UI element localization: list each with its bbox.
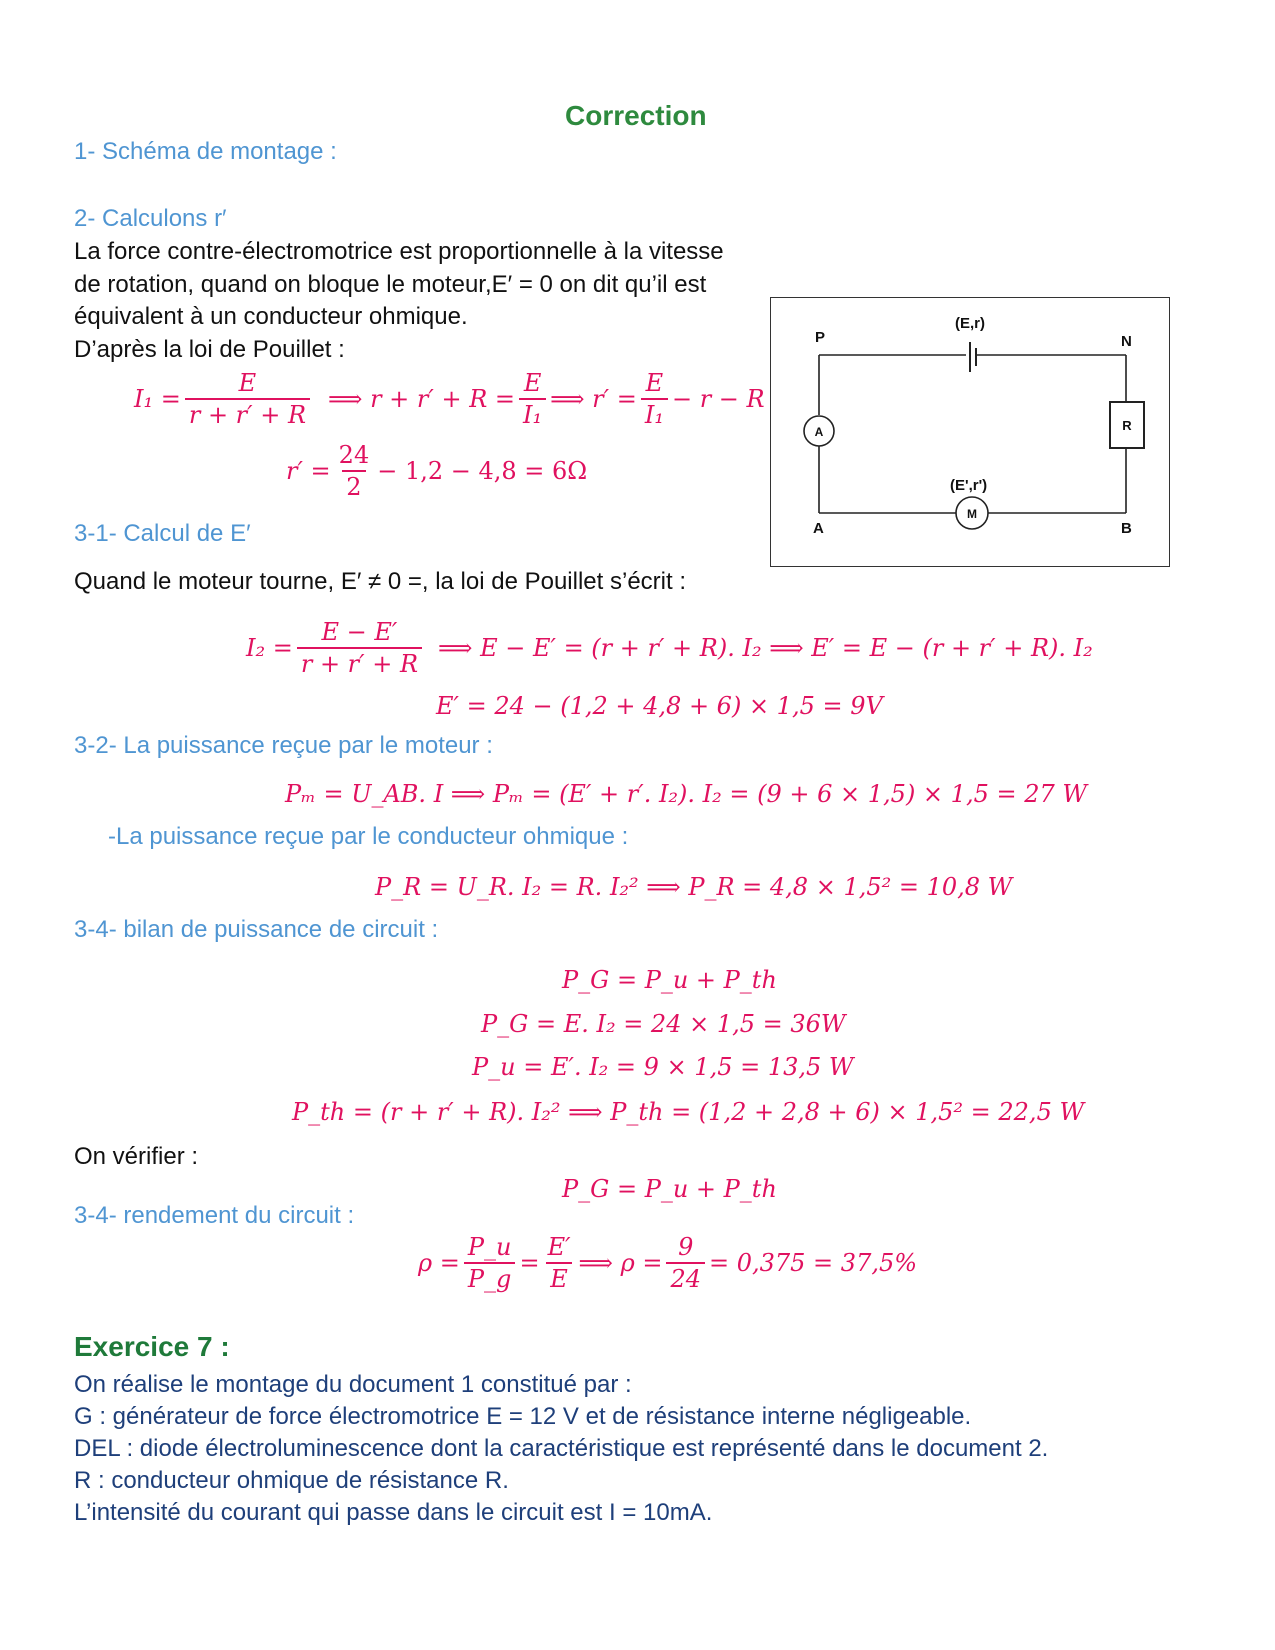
fraction-denominator: 2: [342, 470, 365, 502]
q2-equation-1: [134, 368, 765, 430]
q35-equation: [418, 1232, 917, 1294]
page-title: Correction: [565, 100, 707, 131]
motor-label: M: [967, 507, 977, 521]
q2-line3: équivalent à un conducteur ohmique.: [74, 303, 468, 330]
fraction: [185, 368, 310, 430]
fraction-denominator: 24: [666, 1262, 705, 1294]
fraction-numerator: 9: [678, 1233, 694, 1261]
exercise-title: Exercice 7 :: [74, 1331, 230, 1362]
q31-equation-1: [246, 617, 1093, 679]
fraction-numerator: 24: [338, 441, 370, 469]
q32-sub-heading: -La puissance reçue par le conducteur ohmique :: [108, 823, 629, 850]
eq-end: = 0,375 = 37,5%: [708, 1249, 918, 1277]
q2-line4: D’après la loi de Pouillet :: [74, 336, 345, 363]
fraction-denominator: r + r′ + R: [297, 647, 422, 679]
circuit-svg: [771, 298, 1169, 566]
q34-heading: 3-4- bilan de puissance de circuit :: [74, 916, 439, 943]
q32-heading: 3-2- La puissance reçue par le moteur :: [74, 732, 493, 759]
q2-line1: La force contre-électromotrice est proportionnelle à la vitesse: [74, 238, 724, 265]
q34-equation-5: P_G = P_u + P_th: [562, 1175, 777, 1203]
fraction: [335, 440, 374, 502]
q2-heading: 2- Calculons r′: [74, 205, 227, 232]
exercise-line: R : conducteur ohmique de résistance R.: [74, 1467, 509, 1494]
q32-equation-1: Pₘ = U_AB. I ⟹ Pₘ = (E′ + r′. I₂). I₂ = (9 + 6 × 1,5) × 1,5 = 27 W: [285, 780, 1088, 808]
resistor-label: R: [1122, 418, 1132, 433]
q31-heading: 3-1- Calcul de E′: [74, 520, 251, 547]
fraction-denominator: I₁: [519, 398, 546, 430]
node-n-label: N: [1121, 333, 1132, 350]
fraction: [464, 1232, 516, 1294]
node-b-label: B: [1121, 520, 1132, 537]
fraction-numerator: E: [645, 369, 664, 397]
q31-text: Quand le moteur tourne, E′ ≠ 0 =, la loi de Pouillet s’écrit :: [74, 568, 686, 595]
q2-line2: de rotation, quand on bloque le moteur,E′ = 0 on dit qu’il est: [74, 271, 707, 298]
fraction-denominator: r + r′ + R: [185, 398, 310, 430]
q34-equation-3: P_u = E′. I₂ = 9 × 1,5 = 13,5 W: [472, 1053, 854, 1081]
q34-equation-4: P_th = (r + r′ + R). I₂² ⟹ P_th = (1,2 + 2,8 + 6) × 1,5² = 22,5 W: [292, 1098, 1085, 1126]
eq-lhs: I₂ =: [246, 634, 293, 662]
eq-middle: ⟹ r + r′ + R =: [328, 385, 516, 413]
motor-params-label: (E',r'): [950, 477, 988, 494]
eq-lhs: r′ =: [286, 457, 331, 485]
fraction: [666, 1232, 705, 1294]
q2-equation-2: [286, 440, 587, 502]
exercise-line: DEL : diode électroluminescence dont la caractéristique est représenté dans le document 2.: [74, 1435, 1049, 1462]
eq-middle: ⟹ ρ =: [578, 1249, 663, 1277]
q1-heading: 1- Schéma de montage :: [74, 138, 337, 165]
q35-heading: 3-4- rendement du circuit :: [74, 1202, 355, 1229]
fraction-numerator: E′: [547, 1233, 571, 1261]
fraction-denominator: I₁: [641, 398, 668, 430]
fraction-numerator: E: [238, 369, 257, 397]
fraction-numerator: P_u: [467, 1233, 512, 1261]
q34-equation-1: P_G = P_u + P_th: [562, 966, 777, 994]
eq-sign: =: [519, 1249, 540, 1277]
fraction: [641, 368, 668, 430]
fraction-denominator: E: [546, 1262, 572, 1294]
eq-middle: ⟹ r′ =: [550, 385, 637, 413]
eq-end: ⟹ E − E′ = (r + r′ + R). I₂ ⟹ E′ = E − (r + r′ + R). I₂: [438, 634, 1093, 662]
fraction: [519, 368, 546, 430]
q34-verify-text: On vérifier :: [74, 1143, 199, 1170]
q32-equation-2: P_R = U_R. I₂ = R. I₂² ⟹ P_R = 4,8 × 1,5² = 10,8 W: [375, 873, 1013, 901]
fraction: [544, 1232, 575, 1294]
circuit-diagram: [770, 297, 1170, 567]
eq-end: − r − R: [671, 385, 765, 413]
q31-equation-2: E′ = 24 − (1,2 + 4,8 + 6) × 1,5 = 9V: [436, 692, 883, 720]
eq-lhs: I₁ =: [134, 385, 181, 413]
q34-equation-2: P_G = E. I₂ = 24 × 1,5 = 36W: [481, 1010, 846, 1038]
exercise-line: G : générateur de force électromotrice E = 12 V et de résistance interne négligeable.: [74, 1403, 972, 1430]
exercise-line: L’intensité du courant qui passe dans le circuit est I = 10mA.: [74, 1499, 713, 1526]
node-a-label: A: [813, 520, 824, 537]
eq-end: − 1,2 − 4,8 = 6Ω: [377, 457, 588, 485]
fraction-numerator: E − E′: [321, 618, 398, 646]
fraction-denominator: P_g: [464, 1262, 516, 1294]
fraction-numerator: E: [523, 369, 542, 397]
fraction: [297, 617, 422, 679]
ammeter-label: A: [814, 425, 824, 439]
eq-lhs: ρ =: [418, 1249, 460, 1277]
node-p-label: P: [815, 329, 826, 346]
exercise-line: On réalise le montage du document 1 constitué par :: [74, 1371, 632, 1398]
generator-label: (E,r): [955, 315, 985, 332]
